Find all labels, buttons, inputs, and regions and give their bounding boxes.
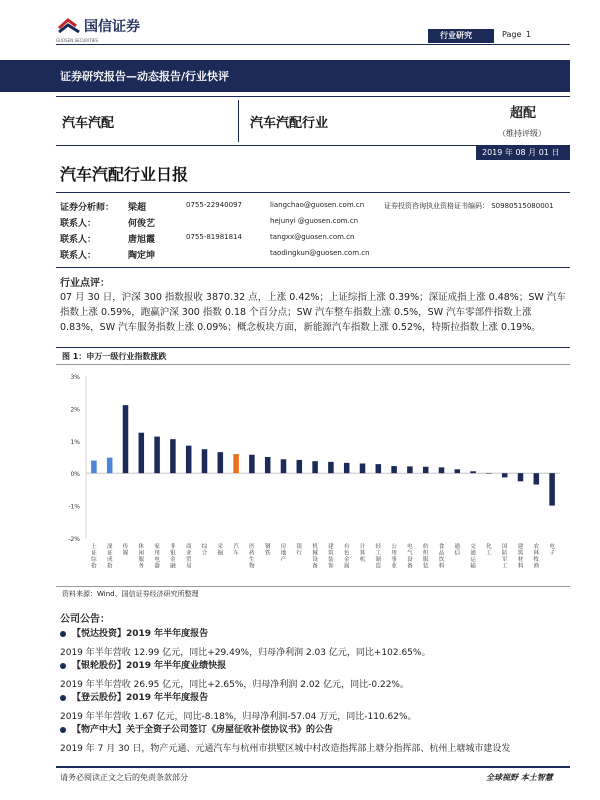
- bullet-icon: [60, 695, 66, 701]
- bullet-icon: [60, 663, 66, 669]
- x-tick-label: 休闲服务: [138, 544, 145, 570]
- x-tick-label: 食品饮料: [438, 544, 445, 570]
- x-tick-label: 深证成指: [106, 544, 113, 570]
- announcement-text: 2019 年 7 月 30 日，物产元通、元通汽车与杭州市拱墅区城中村改造指挥部上塘分指挥部、杭州上塘城市建设发: [60, 744, 511, 754]
- announcement-item: [60, 658, 570, 690]
- bullet-icon: [60, 727, 66, 733]
- announcement-title: 【银轮股份】2019 年半年度业绩快报: [72, 661, 227, 671]
- bar-通信: [455, 469, 461, 473]
- y-tick-label: 0%: [70, 471, 80, 479]
- x-tick-label: 商业贸易: [185, 544, 192, 570]
- contact-row: 联系人： 陶定坤 taodingkun@guosen.com.cn: [60, 249, 370, 261]
- comment-heading: 行业点评：: [60, 278, 110, 289]
- bar-深证成指: [107, 458, 113, 474]
- logo-text: 国信证券: [84, 19, 140, 35]
- report-date: 2019 年 08 月 01 日: [482, 148, 560, 157]
- bullet-icon: [60, 631, 66, 637]
- x-tick-label: 建筑装饰: [328, 544, 334, 570]
- header-logo: [56, 14, 186, 42]
- x-tick-label: 医药生物: [249, 544, 255, 570]
- x-tick-label: 房地产: [280, 544, 287, 563]
- x-tick-label: 交通运输: [470, 544, 476, 570]
- x-tick-label: 传媒: [122, 544, 129, 557]
- x-tick-label: 电子: [549, 544, 555, 557]
- x-tick-label: 有色金属: [343, 544, 350, 570]
- logo-subtext: GUOSEN SECURITIES: [56, 38, 98, 43]
- bar-休闲服务: [139, 433, 145, 474]
- bar-医药生物: [249, 455, 255, 473]
- figure-caption: 图 1：申万一级行业指数涨跌: [62, 352, 167, 361]
- bar-传媒: [123, 405, 129, 473]
- bar-综合: [202, 449, 208, 473]
- announcement-text: 2019 年半年营收 26.95 亿元，同比+2.65%，归母净利润 2.02 亿元，同比-0.22%。: [60, 680, 409, 690]
- rating-note: （维持评级）: [498, 129, 546, 138]
- y-tick-label: 3%: [70, 374, 80, 381]
- rating: 超配: [510, 106, 537, 121]
- bar-上证综指: [91, 461, 97, 474]
- contacts-block: [60, 200, 570, 266]
- bar-银行: [297, 460, 303, 473]
- bar-钢铁: [265, 457, 271, 473]
- bar-chart: [56, 366, 570, 586]
- bar-采掘: [218, 452, 224, 473]
- x-tick-label: 化工: [486, 544, 492, 557]
- y-tick-label: 1%: [70, 438, 80, 446]
- announcement-text: 2019 年半年营收 1.67 亿元，同比-8.18%，归母净利润-57.04 万元，同比-110.62%。: [60, 712, 417, 722]
- announcement-item: [60, 722, 570, 754]
- bar-汽车: [233, 454, 239, 473]
- x-tick-label: 纺织服装: [422, 544, 429, 570]
- y-tick-label: -2%: [68, 536, 80, 543]
- x-tick-label: 轻工制造: [375, 544, 382, 570]
- bar-商业贸易: [186, 446, 192, 474]
- bar-房地产: [281, 459, 287, 473]
- bar-食品饮料: [439, 467, 445, 473]
- figure-source: 资料来源：Wind、国信证券经济研究所整理: [62, 590, 199, 598]
- bar-交通运输: [470, 471, 476, 473]
- bar-电子: [549, 473, 555, 505]
- guosen-logo-icon: [56, 16, 82, 38]
- announcement-title: 【物产中大】关于全资子公司签订《房屋征收补偿协议书》的公告: [72, 725, 334, 735]
- x-tick-label: 非银金融: [170, 544, 176, 570]
- section-tag-label: 行业研究: [440, 31, 472, 40]
- announcement-title: 【悦达投资】2019 年半年度报告: [72, 629, 209, 639]
- x-tick-label: 计算机: [359, 544, 366, 563]
- page-number: 1: [526, 30, 532, 39]
- y-tick-label: -1%: [68, 503, 80, 511]
- bar-轻工制造: [376, 464, 382, 473]
- bar-建筑材料: [518, 473, 524, 481]
- bar-电气设备: [407, 466, 413, 473]
- bar-家用电器: [154, 437, 160, 474]
- bar-农林牧渔: [534, 473, 540, 484]
- announcement-item: [60, 690, 570, 722]
- announcement-text: 2019 年半年营收 12.99 亿元，同比+29.49%，归母净利润 2.03 亿元，同比+102.65%。: [60, 648, 431, 658]
- x-tick-label: 电气设备: [407, 544, 413, 570]
- x-tick-label: 机械设备: [312, 544, 318, 570]
- bar-有色金属: [344, 463, 350, 473]
- bar-机械设备: [312, 461, 318, 473]
- announcement-title: 【登云股份】2019 年半年度报告: [72, 693, 209, 703]
- contact-row: 联系人： 何俊艺 hejunyi @guosen.com.cn: [60, 217, 359, 229]
- page-label: Page: [502, 30, 522, 39]
- bar-公用事业: [391, 466, 397, 473]
- announcements-heading: 公司公告：: [60, 614, 110, 625]
- announcement-item: [60, 626, 570, 658]
- contact-row: 证券分析师： 梁超 0755-22940097 liangchao@guosen.com.cn 证券投资咨询执业资格证书编码： S0980515080001: [60, 201, 554, 213]
- bar-纺织服装: [423, 467, 429, 473]
- x-tick-label: 银行: [296, 544, 303, 557]
- x-tick-label: 综合: [201, 544, 208, 557]
- bar-化工: [486, 473, 492, 474]
- x-tick-label: 汽车: [233, 544, 239, 557]
- bar-国防军工: [502, 473, 508, 477]
- x-tick-label: 农林牧渔: [533, 544, 540, 570]
- contact-row: 联系人： 唐旭霞 0755-81981814 tangxx@guosen.com.cn: [60, 233, 355, 245]
- page-title: 汽车汽配行业日报: [60, 165, 189, 184]
- x-tick-label: 公用事业: [391, 544, 397, 570]
- industry-left: 汽车汽配: [62, 116, 115, 131]
- footer-slogan: 全球视野 本土智慧: [486, 773, 553, 782]
- bar-建筑装饰: [328, 462, 334, 473]
- report-type: 证券研究报告—动态报告/行业快评: [60, 70, 230, 83]
- x-tick-label: 采掘: [217, 544, 224, 557]
- x-tick-label: 通信: [454, 544, 461, 557]
- bar-非银金融: [170, 439, 176, 473]
- x-tick-label: 上证综指: [91, 544, 97, 570]
- x-tick-label: 钢铁: [264, 544, 271, 557]
- industry-center: 汽车汽配行业: [250, 116, 329, 131]
- comment-text: 07 月 30 日，沪深 300 指数报收 3870.32 点，上涨 0.42%；上证综指上涨 0.39%；深证成指上涨 0.48%；SW 汽车指数上涨 0.59%，跑赢沪深 300 指数 0.18 个百分点；SW 汽车整车指数上涨 0.5%，SW 汽车零部件指数上涨 0.83%，SW 汽车服务指数上涨 0.09%；概念板块方面，新能源汽车指数上涨 0.52%，特斯拉指数上涨 0.19%。: [60, 292, 566, 333]
- footer-disclaimer: 请务必阅读正文之后的免责条款部分: [60, 773, 188, 782]
- x-tick-label: 国防军工: [501, 544, 508, 570]
- x-tick-label: 建筑材料: [517, 544, 524, 570]
- bar-计算机: [360, 463, 366, 473]
- y-tick-label: 2%: [70, 406, 80, 414]
- x-tick-label: 家用电器: [154, 544, 160, 570]
